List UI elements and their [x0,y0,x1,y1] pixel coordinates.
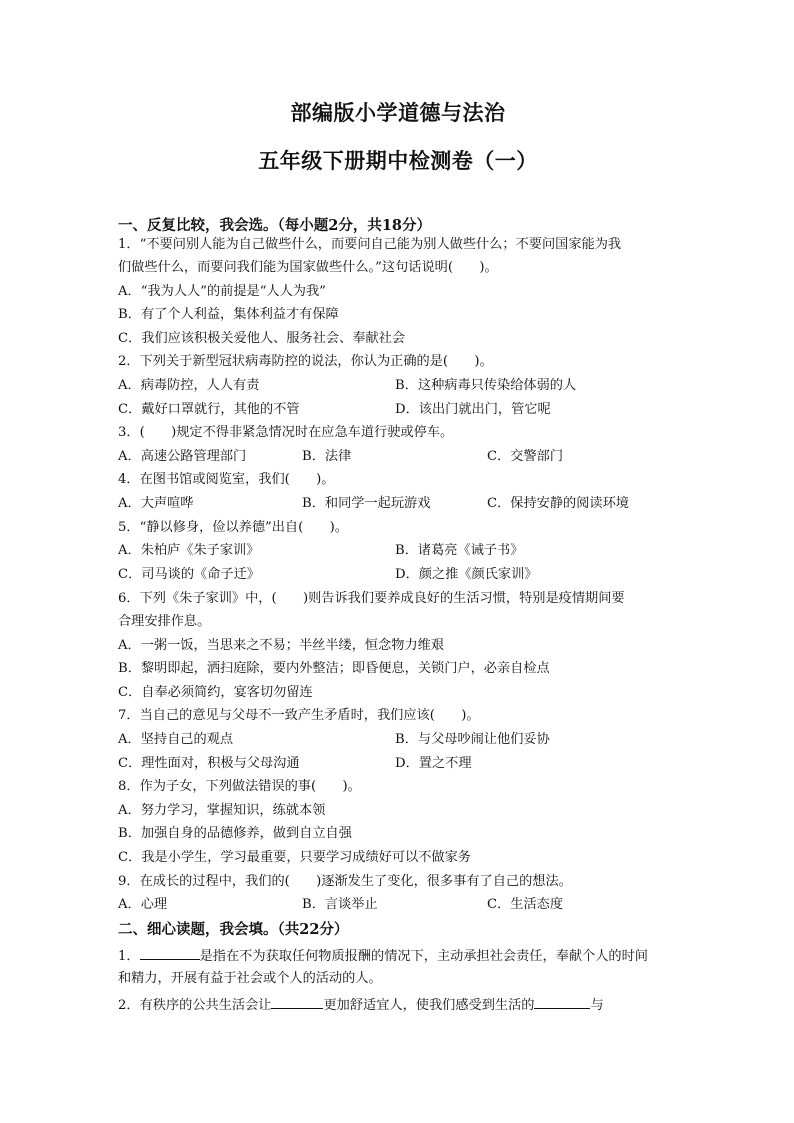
q6-option-a: A．一粥一饭，当思来之不易；半丝半缕，恒念物力维艰 [118,638,445,653]
q3-option-b: B．法律 [302,449,352,464]
q7-option-a: A．坚持自己的观点 [118,732,234,747]
q7-option-d: D．置之不理 [395,756,472,771]
q1-stem-line-2: 们做些什么，而要问我们能为国家做些什么。”这句话说明( )。 [118,260,498,275]
q9-stem: 9．在成长的过程中，我们的( )逐渐发生了变化，很多事有了自己的想法。 [118,874,572,889]
q4-option-a: A．大声喧哗 [118,496,194,511]
q4-option-c: C．保持安静的阅读环境 [487,496,629,511]
q5-option-c: C．司马谈的《命子迁》 [118,567,260,582]
section-1-heading: 一、反复比较，我会选。（每小题2分，共18分） [118,217,432,234]
q5-option-d: D．颜之推《颜氏家训》 [395,567,538,582]
fill-q2-line-1 [118,994,604,1015]
exam-title: 部编版小学道德与法治 [290,100,506,125]
q5-option-a: A．朱柏庐《朱子家训》 [118,543,260,558]
q2-option-c: C．戴好口罩就行，其他的不管 [118,402,300,417]
q1-option-c: C．我们应该积极关爱他人、服务社会、奉献社会 [118,331,406,346]
q2-option-a: A．病毒防控，人人有责 [118,378,260,393]
fill-q2-text-1: 2．有秩序的公共生活会让 [118,998,272,1013]
fill-q2-blank-1[interactable] [271,994,323,1009]
exam-subtitle: 五年级下册期中检测卷（一） [258,148,538,173]
section-2-heading: 二、细心读题，我会填。（共22分） [118,921,349,938]
q7-option-b: B．与父母吵闹让他们妥协 [395,732,550,747]
q1-stem-line-1: 1．“不要问别人能为自己做些什么，而要问自己能为别人做些什么；不要问国家能为我 [118,237,622,252]
q7-option-c: C．理性面对，积极与父母沟通 [118,756,300,771]
q2-stem: 2．下列关于新型冠状病毒防控的说法，你认为正确的是( )。 [118,354,493,369]
fill-q1-line-2: 和精力，开展有益于社会或个人的活动的人。 [118,971,382,986]
fill-q1-number: 1． [118,949,140,964]
fill-q1-blank[interactable] [140,945,200,960]
q5-option-b: B．诸葛亮《诫子书》 [395,543,524,558]
q5-stem: 5．“静以修身，俭以养德”出自( )。 [118,520,348,535]
q1-option-b: B．有了个人利益，集体利益才有保障 [118,307,339,322]
q2-option-d: D．该出门就出门，管它呢 [395,402,551,417]
q6-stem-line-1: 6．下列《朱子家训》中，( )则告诉我们要养成良好的生活习惯，特别是疫情期间要 [118,591,625,606]
q3-stem: 3．( )规定不得非紧急情况时在应急车道行驶或停车。 [118,425,454,440]
q8-stem: 8．作为子女，下列做法错误的事( )。 [118,779,361,794]
q2-option-b: B．这种病毒只传染给体弱的人 [395,378,577,393]
q4-option-b: B．和同学一起玩游戏 [302,496,431,511]
fill-q2-text-2: 更加舒适宜人，使我们感受到生活的 [323,998,535,1013]
fill-q2-blank-2[interactable] [534,994,590,1009]
q8-option-c: C．我是小学生，学习最重要，只要学习成绩好可以不做家务 [118,850,471,865]
q6-option-c: C．自奉必须简约，宴客切勿留连 [118,685,313,700]
fill-q2-text-3: 与 [590,998,604,1013]
q9-option-b: B．言谈举止 [302,897,378,912]
q9-option-c: C．生活态度 [487,897,564,912]
q8-option-a: A．努力学习，掌握知识，练就本领 [118,803,326,818]
q1-option-a: A．“我为人人”的前提是“人人为我” [118,284,326,299]
q3-option-c: C．交警部门 [487,449,564,464]
q6-option-b: B．黎明即起，洒扫庭除，要内外整洁；即昏便息，关锁门户，必亲自检点 [118,661,550,676]
fill-q1-line-1 [118,945,648,966]
q4-stem: 4．在图书馆或阅览室，我们( )。 [118,472,335,487]
q8-option-b: B．加强自身的品德修养，做到自立自强 [118,826,352,841]
q9-option-a: A．心理 [118,897,168,912]
fill-q1-text: 是指在不为获取任何物质报酬的情况下，主动承担社会责任，奉献个人的时间 [199,949,648,964]
q6-stem-line-2: 合理安排作息。 [118,614,211,629]
q3-option-a: A．高速公路管理部门 [118,449,247,464]
q7-stem: 7．当自己的意见与父母不一致产生矛盾时，我们应该( )。 [118,708,480,723]
